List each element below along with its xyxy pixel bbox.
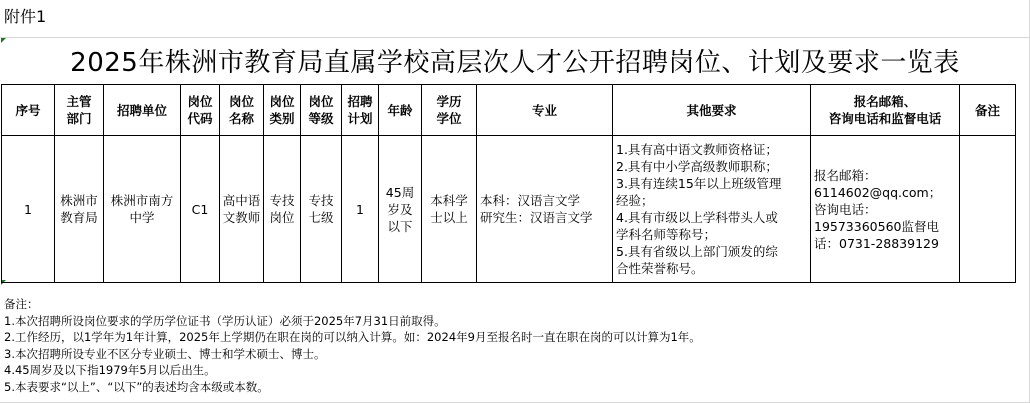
header-plan: 招聘 计划 bbox=[342, 85, 379, 136]
header-age: 年龄 bbox=[379, 85, 422, 136]
cell-name: 高中语 文教师 bbox=[220, 136, 264, 283]
header-major: 专业 bbox=[477, 85, 613, 136]
table-row bbox=[2, 136, 1016, 283]
notes-block bbox=[4, 296, 701, 396]
header-unit: 招聘单位 bbox=[104, 85, 181, 136]
header-code: 岗位 代码 bbox=[181, 85, 220, 136]
cell-type: 专技 岗位 bbox=[264, 136, 301, 283]
header-name: 岗位 名称 bbox=[220, 85, 264, 136]
cell-seq: 1 bbox=[2, 136, 55, 283]
cell-remark bbox=[960, 136, 1016, 283]
cell-level: 专技 七级 bbox=[301, 136, 342, 283]
cell-contact: 报名邮箱： 6114602@qq.com； 咨询电话： 19573360560监督电 话：0731-28839129 bbox=[811, 136, 960, 283]
cell-unit: 株洲市南方 中学 bbox=[104, 136, 181, 283]
note-item: 3.本次招聘所设专业不区分专业硕士、博士和学术硕士、博士。 bbox=[4, 346, 326, 361]
cell-edu: 本科学 士以上 bbox=[422, 136, 477, 283]
cell-marker bbox=[1, 38, 6, 43]
cell-plan: 1 bbox=[342, 136, 379, 283]
cell-major: 本科：汉语言文学 研究生：汉语言文学 bbox=[477, 136, 613, 283]
notes-heading: 备注： bbox=[4, 297, 39, 311]
header-remark: 备注 bbox=[960, 85, 1016, 136]
recruitment-table bbox=[1, 84, 1016, 283]
cell-code: C1 bbox=[181, 136, 220, 283]
header-level: 岗位 等级 bbox=[301, 85, 342, 136]
table-header-row bbox=[2, 85, 1016, 136]
header-dept: 主管 部门 bbox=[55, 85, 104, 136]
header-other: 其他要求 bbox=[613, 85, 811, 136]
gridline bbox=[0, 37, 1030, 38]
header-seq: 序号 bbox=[2, 85, 55, 136]
cell-other: 1.具有高中语文教师资格证； 2.具有中小学高级教师职称； 3.具有连续15年以上班级管理 经验； 4.具有市级以上学科带头人或 学科名师等称号； 5.具有省级以上部门颁发的综 合性荣誉称号。 bbox=[613, 136, 811, 283]
note-item: 1.本次招聘所设岗位要求的学历学位证书（学历认证）必须于2025年7月31日前取得。 bbox=[4, 313, 446, 328]
header-edu: 学历 学位 bbox=[422, 85, 477, 136]
header-contact: 报名邮箱、 咨询电话和监督电话 bbox=[811, 85, 960, 136]
cell-age: 45周 岁及 以下 bbox=[379, 136, 422, 283]
note-item: 2.工作经历，以1学年为1年计算，2025年上学期仍在职在岗的可以纳入计算。如：2024年9月至报名时一直在职在岗的可以计算为1年。 bbox=[4, 330, 701, 345]
cell-dept: 株洲市 教育局 bbox=[55, 136, 104, 283]
header-type: 岗位 类别 bbox=[264, 85, 301, 136]
attachment-label: 附件1 bbox=[4, 7, 47, 26]
note-item: 5.本表要求“以上”、“以下”的表述均含本级或本数。 bbox=[4, 379, 269, 394]
page-title: 2025年株洲市教育局直属学校高层次人才公开招聘岗位、计划及要求一览表 bbox=[70, 48, 960, 78]
note-item: 4.45周岁及以下指1979年5月以后出生。 bbox=[4, 363, 216, 378]
